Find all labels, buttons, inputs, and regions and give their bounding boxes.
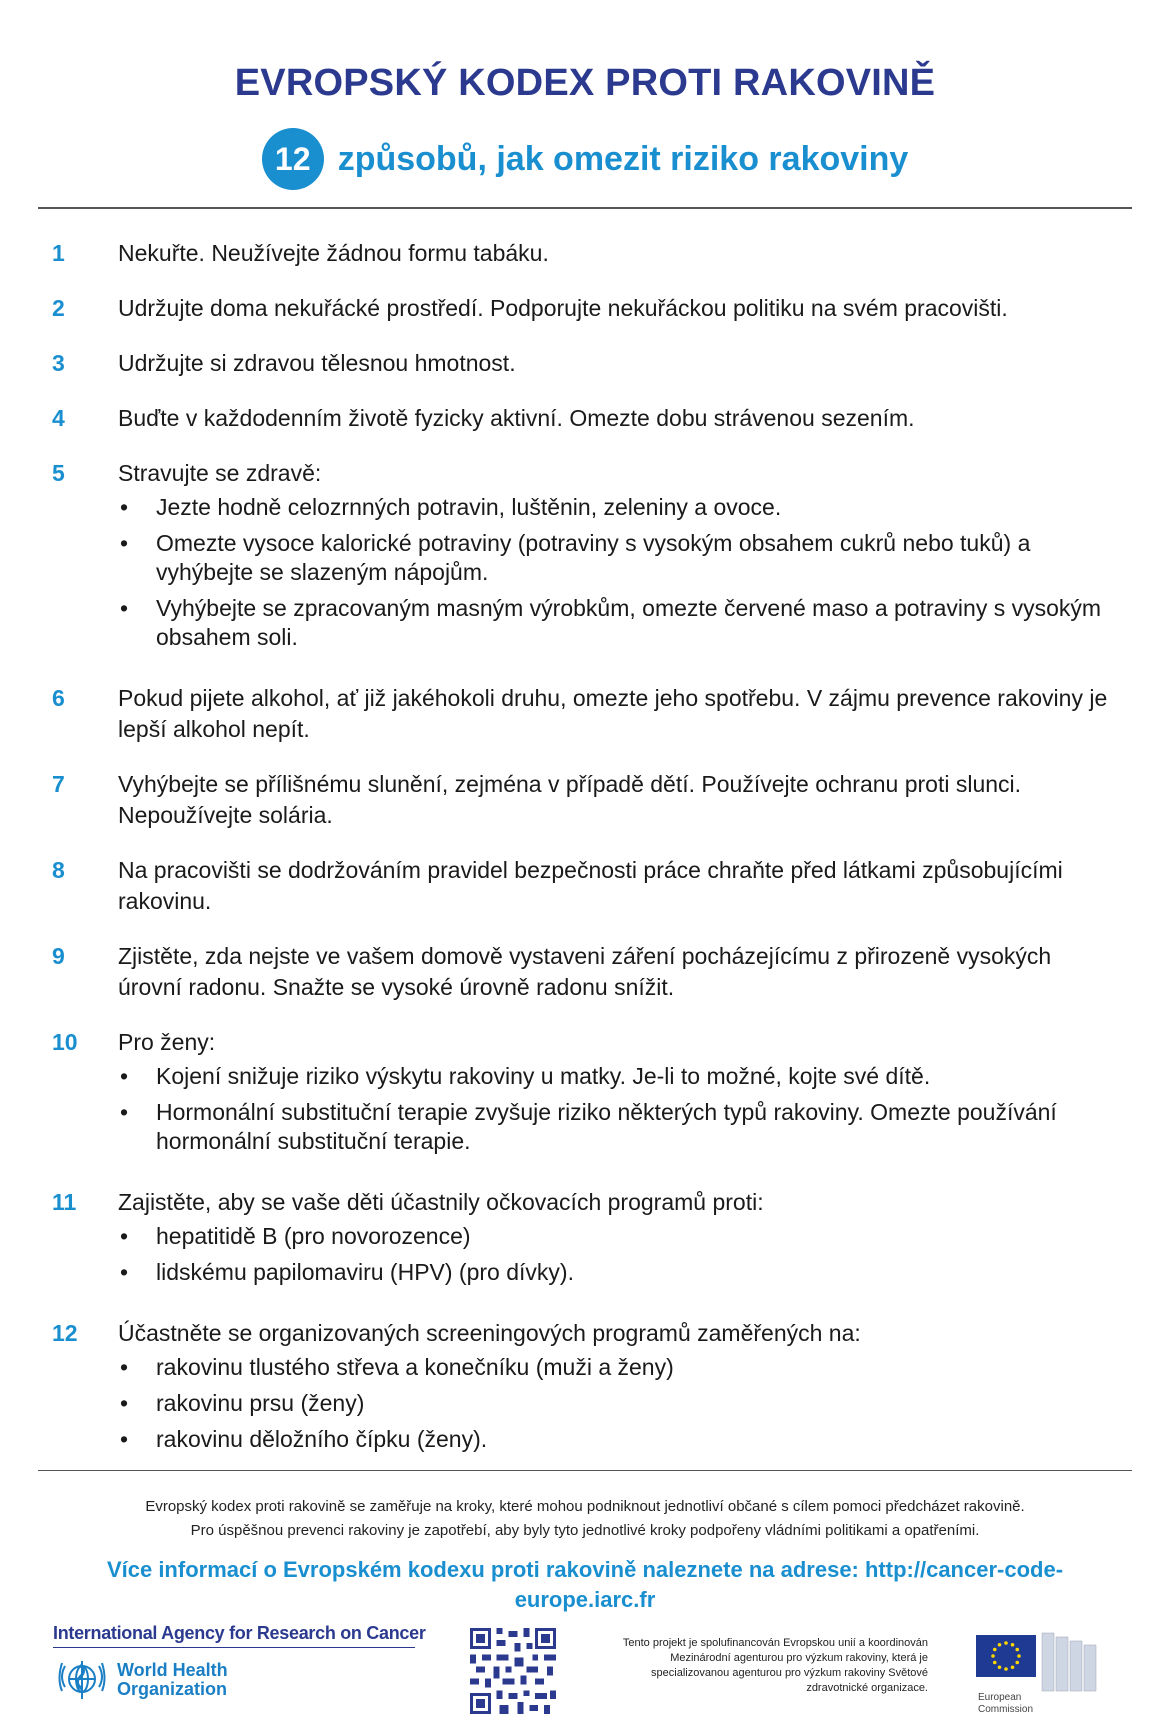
item-number: 9 — [52, 943, 65, 969]
subtitle — [0, 128, 1170, 190]
more-info-link[interactable]: Více informací o Evropském kodexu proti rakovině naleznete na adrese: http://cancer-code-europe.iarc.fr — [106, 1557, 1064, 1612]
item-body — [118, 1027, 1170, 1163]
item-number: 10 — [52, 1029, 78, 1055]
bullet-item — [118, 493, 1110, 522]
eu-star-icon — [1004, 1667, 1008, 1671]
list-item — [0, 1318, 1170, 1461]
iarc-logo-text: International Agency for Research on Cancer — [53, 1623, 426, 1643]
item-body — [118, 769, 1170, 831]
top-divider — [38, 207, 1132, 209]
eu-star-icon — [1004, 1641, 1008, 1645]
item-number: 12 — [52, 1320, 78, 1346]
item-body — [118, 683, 1170, 745]
item-text: Udržujte si zdravou tělesnou hmotnost. — [118, 350, 516, 376]
item-text: Pro ženy: — [118, 1029, 216, 1055]
eu-star-icon — [1015, 1648, 1019, 1652]
bullet-item — [118, 1425, 1110, 1454]
item-body — [118, 348, 1170, 379]
list-item — [0, 293, 1170, 324]
count-badge: 12 — [262, 128, 324, 190]
item-text: Na pracovišti se dodržováním pravidel bezpečnosti práce chraňte před látkami způsobujícími rakovinu. — [118, 857, 1063, 914]
bullet-icon: • — [120, 1390, 129, 1416]
item-number: 3 — [52, 350, 65, 376]
item-number: 2 — [52, 295, 65, 321]
recommendation-list — [0, 238, 1170, 1485]
bullet-item — [118, 1098, 1110, 1156]
bullet-text: rakovinu děložního čípku (ženy). — [156, 1426, 488, 1452]
bottom-divider — [38, 1470, 1132, 1471]
eu-star-icon — [998, 1665, 1002, 1669]
bullet-text: rakovinu tlustého střeva a konečníku (muži a ženy) — [156, 1354, 674, 1380]
item-text: Stravujte se zdravě: — [118, 460, 322, 486]
bullet-icon: • — [120, 1426, 129, 1452]
bullet-icon: • — [120, 1259, 129, 1285]
bullet-text: rakovinu prsu (ženy) — [156, 1390, 365, 1416]
eu-label-line-2: Commission — [978, 1704, 1034, 1715]
bullet-item — [118, 1353, 1110, 1382]
list-item — [0, 458, 1170, 659]
eu-label-line-1: European — [978, 1692, 1022, 1703]
bullet-text: Kojení snižuje riziko výskytu rakoviny u matky. Je-li to možné, kojte své dítě. — [156, 1063, 931, 1089]
subtitle-text: způsobů, jak omezit riziko rakoviny — [337, 139, 909, 178]
item-body — [118, 403, 1170, 434]
bullet-icon: • — [120, 595, 129, 621]
eu-star-icon — [1017, 1654, 1021, 1658]
item-body — [118, 458, 1170, 659]
item-body — [118, 293, 1170, 324]
bullet-icon: • — [120, 1063, 129, 1089]
iarc-underline — [53, 1647, 415, 1648]
item-body — [118, 1318, 1170, 1461]
who-line-2: Organization — [117, 1679, 228, 1699]
eu-star-icon — [993, 1648, 997, 1652]
item-number: 7 — [52, 771, 65, 797]
bullet-icon: • — [120, 1223, 129, 1249]
bullet-list — [118, 1353, 1110, 1454]
list-item — [0, 941, 1170, 1003]
eu-star-icon — [1015, 1661, 1019, 1665]
bullet-icon: • — [120, 530, 129, 556]
bullet-icon: • — [120, 1354, 129, 1380]
eu-star-icon — [998, 1643, 1002, 1647]
bullet-item — [118, 594, 1110, 652]
item-number: 4 — [52, 405, 65, 431]
bullet-text: Jezte hodně celozrnných potravin, luštěnin, zeleniny a ovoce. — [156, 494, 782, 520]
eu-star-icon — [993, 1661, 997, 1665]
eu-label — [978, 1692, 1033, 1716]
list-item — [0, 238, 1170, 269]
bullet-list — [118, 1222, 1110, 1287]
eu-star-icon — [991, 1654, 995, 1658]
eu-flag-icon — [976, 1635, 1036, 1677]
item-number: 1 — [52, 240, 65, 266]
project-note: Tento projekt je spolufinancován Evropskou unií a koordinován Mezinárodní agenturou pro výzkum rakoviny, která je specializovanou agenturou pro výzkum rakoviny Světové zdravotnické organizace. — [622, 1637, 928, 1694]
bullet-icon: • — [120, 1099, 129, 1125]
list-item — [0, 403, 1170, 434]
item-text: Účastněte se organizovaných screeningových programů zaměřených na: — [118, 1320, 861, 1346]
footer-note-line-2: Pro úspěšnou prevenci rakoviny je zapotřebí, aby byly tyto jednotlivé kroky podpořeny vládními politikami a opatřeními. — [190, 1522, 980, 1539]
bullet-text: hepatitidě B (pro novorozence) — [156, 1223, 471, 1249]
item-text: Pokud pijete alkohol, ať již jakéhokoli druhu, omezte jeho spotřebu. V zájmu prevence rakoviny je lepší alkohol nepít. — [118, 685, 1108, 742]
list-item — [0, 769, 1170, 831]
item-text: Zajistěte, aby se vaše děti účastnily očkovacích programů proti: — [118, 1189, 764, 1215]
bullet-icon: • — [120, 494, 129, 520]
footer-note-line-1: Evropský kodex proti rakovině se zaměřuje na kroky, které mohou podniknout jednotliví občané s cílem pomoci předcházet rakovině. — [145, 1498, 1025, 1515]
who-line-1: World Health — [117, 1660, 228, 1680]
list-item — [0, 1187, 1170, 1294]
item-text: Buďte v každodenním životě fyzicky aktivní. Omezte dobu strávenou sezením. — [118, 405, 915, 431]
qr-code-icon[interactable] — [470, 1628, 556, 1714]
item-body — [118, 855, 1170, 917]
eu-star-icon — [1011, 1665, 1015, 1669]
item-text: Zjistěte, zda nejste ve vašem domově vystaveni záření pocházejícímu z přirozeně vysokých úrovní radonu. Snažte se vysoké úrovně radonu snížit. — [118, 943, 1052, 1000]
item-number: 8 — [52, 857, 65, 883]
bullet-item — [118, 1258, 1110, 1287]
eu-star-icon — [1011, 1643, 1015, 1647]
bullet-item — [118, 529, 1110, 587]
list-item — [0, 855, 1170, 917]
bullet-list — [118, 1062, 1110, 1156]
item-body — [118, 238, 1170, 269]
bullet-text: Hormonální substituční terapie zvyšuje riziko některých typů rakoviny. Omezte používání hormonální substituční terapie. — [156, 1099, 1057, 1154]
who-logo — [53, 1657, 228, 1703]
item-body — [118, 941, 1170, 1003]
bullet-text: Omezte vysoce kalorické potraviny (potraviny s vysokým obsahem cukrů nebo tuků) a vyhýbejte se slazeným nápojům. — [156, 530, 1031, 585]
item-text: Nekuřte. Neužívejte žádnou formu tabáku. — [118, 240, 549, 266]
item-number: 11 — [52, 1189, 77, 1215]
page-title: EVROPSKÝ KODEX PROTI RAKOVINĚ — [234, 62, 936, 104]
item-text: Udržujte doma nekuřácké prostředí. Podporujte nekuřáckou politiku na svém pracovišti. — [118, 295, 1008, 321]
list-item — [0, 1027, 1170, 1163]
list-item — [0, 683, 1170, 745]
item-number: 5 — [52, 460, 65, 486]
bullet-item — [118, 1389, 1110, 1418]
bullet-text: lidskému papilomaviru (HPV) (pro dívky). — [156, 1259, 574, 1285]
footer-note — [60, 1495, 1110, 1543]
bullet-list — [118, 493, 1110, 652]
bullet-item — [118, 1222, 1110, 1251]
list-item — [0, 348, 1170, 379]
bullet-text: Vyhýbejte se zpracovaným masným výrobkům, omezte červené maso a potraviny s vysokým obsahem soli. — [156, 595, 1102, 650]
item-body — [118, 1187, 1170, 1294]
bullet-item — [118, 1062, 1110, 1091]
item-text: Vyhýbejte se přílišnému slunění, zejména v případě dětí. Používejte ochranu proti slunci. Nepoužívejte solária. — [118, 771, 1022, 828]
who-emblem-icon — [53, 1657, 111, 1703]
item-number: 6 — [52, 685, 65, 711]
